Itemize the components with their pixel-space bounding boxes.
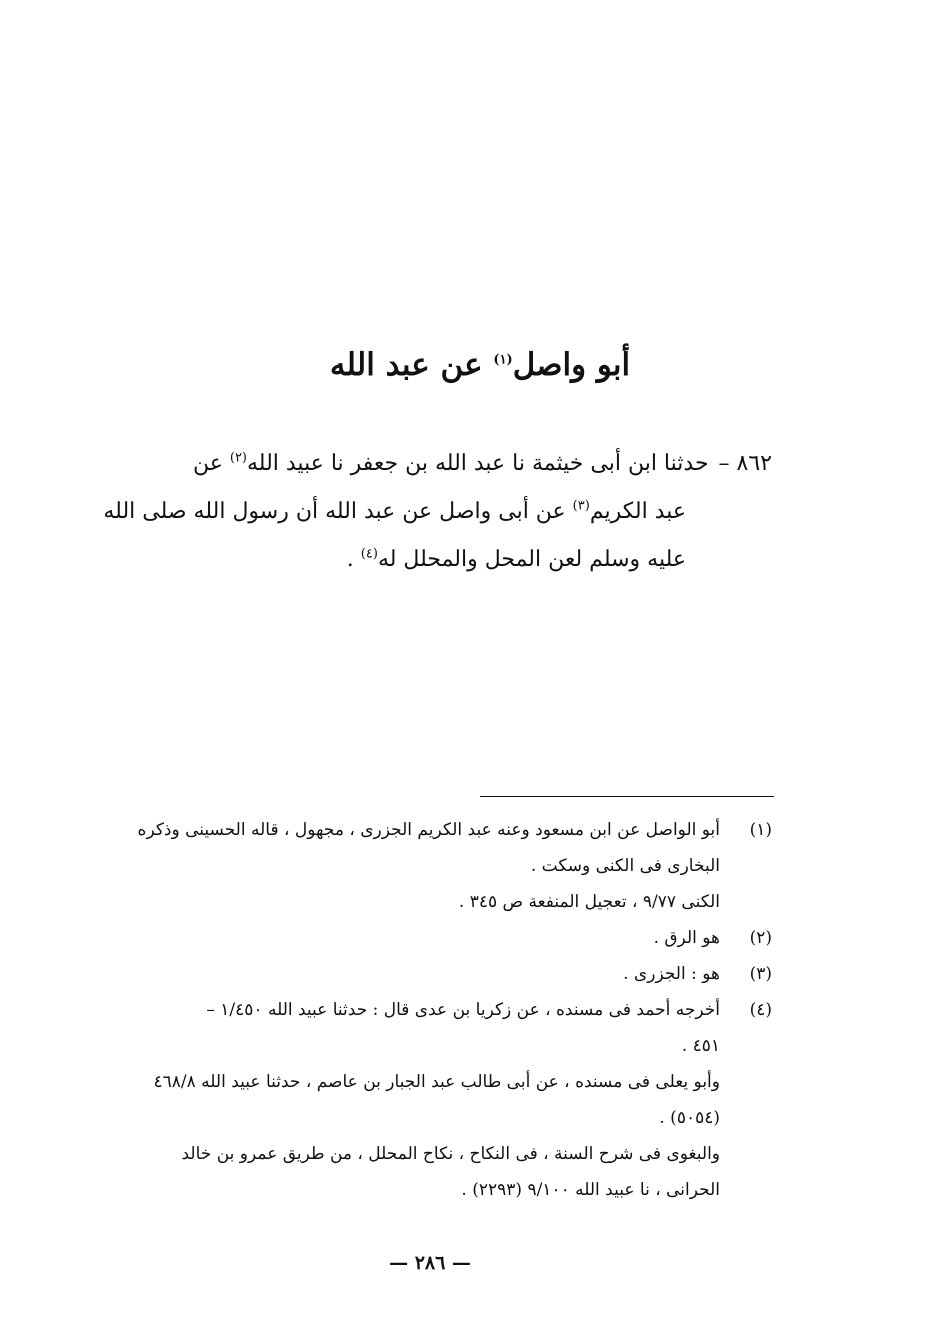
footnote-number: (٢) — [749, 928, 772, 948]
heading-after-ref: عن عبد الله — [329, 347, 494, 383]
heading-before-ref: أبو واصل — [512, 347, 631, 383]
hadith-line-3-end: . — [346, 547, 361, 572]
footnote-1 — [80, 812, 772, 884]
footnote-body — [80, 956, 720, 992]
footnote-line: أخرجه أحمد فى مسنده ، عن زكريا بن عدى قال : حدثنا عبيد الله ١/٤٥٠ – — [206, 1000, 720, 1020]
hadith-text — [80, 440, 772, 584]
footnote-line: هو الرق . — [653, 928, 720, 948]
footnote-ref-4[interactable]: (٤) — [360, 546, 378, 562]
footnote-4-continuation — [80, 1064, 772, 1208]
footnote-line: أبو الواصل عن ابن مسعود وعنه عبد الكريم الجزرى ، مجهول ، قاله الحسينى وذكره — [137, 820, 720, 840]
footnote-number: (٤) — [749, 1000, 772, 1020]
footnote-number: (٣) — [749, 964, 772, 984]
page-number: — ٢٨٦ — — [389, 1252, 471, 1274]
footnote-number: (١) — [749, 820, 772, 840]
hadith-number: ٨٦٢ – — [718, 451, 772, 476]
heading-footnote-ref[interactable]: (١) — [493, 352, 513, 368]
continuation-line: (٥٠٥٤) . — [659, 1108, 720, 1128]
footnote-body — [80, 920, 720, 956]
footnote-ref-3[interactable]: (٣) — [572, 498, 590, 514]
footnote-line: هو : الجزرى . — [623, 964, 720, 984]
footnote-separator — [480, 796, 774, 797]
footnote-line: ٤٥١ . — [681, 1036, 720, 1056]
hadith-line-2-start: عبد الكريم — [589, 499, 686, 524]
footnote-line: الكنى ٩/٧٧ ، تعجيل المنفعة ص ٣٤٥ . — [458, 892, 720, 912]
footnote-ref-2[interactable]: (٢) — [229, 450, 247, 466]
footnotes — [80, 812, 772, 1208]
footnote-body — [80, 812, 720, 884]
continuation-line: وأبو يعلى فى مسنده ، عن أبى طالب عبد الجبار بن عاصم ، حدثنا عبيد الله ٤٦٨/٨ — [153, 1072, 720, 1092]
hadith-line-3-text: عليه وسلم لعن المحل والمحلل له — [377, 547, 686, 572]
footnote-line: البخارى فى الكنى وسكت . — [530, 856, 720, 876]
chapter-heading — [200, 340, 760, 390]
hadith-line-2 — [80, 488, 772, 536]
footnote-2 — [80, 920, 772, 956]
continuation-line: الحرانى ، نا عبيد الله ٩/١٠٠ (٢٢٩٣) . — [461, 1180, 720, 1200]
hadith-line-3 — [80, 536, 772, 584]
continuation-line: والبغوى فى شرح السنة ، فى النكاح ، نكاح المحلل ، من طريق عمرو بن خالد — [181, 1144, 720, 1164]
footnote-body — [80, 884, 720, 920]
footnote-1-sources — [80, 884, 772, 920]
footnote-3 — [80, 956, 772, 992]
footnote-4 — [80, 992, 772, 1064]
hadith-line-1 — [80, 440, 772, 488]
hadith-line-1-end: عن — [192, 451, 230, 476]
footnote-body — [80, 992, 720, 1064]
hadith-line-2-text: عن أبى واصل عن عبد الله أن رسول الله صلى الله — [103, 499, 573, 524]
hadith-line-1-text: حدثنا ابن أبى خيثمة نا عبد الله بن جعفر نا عبيد الله — [247, 451, 709, 476]
